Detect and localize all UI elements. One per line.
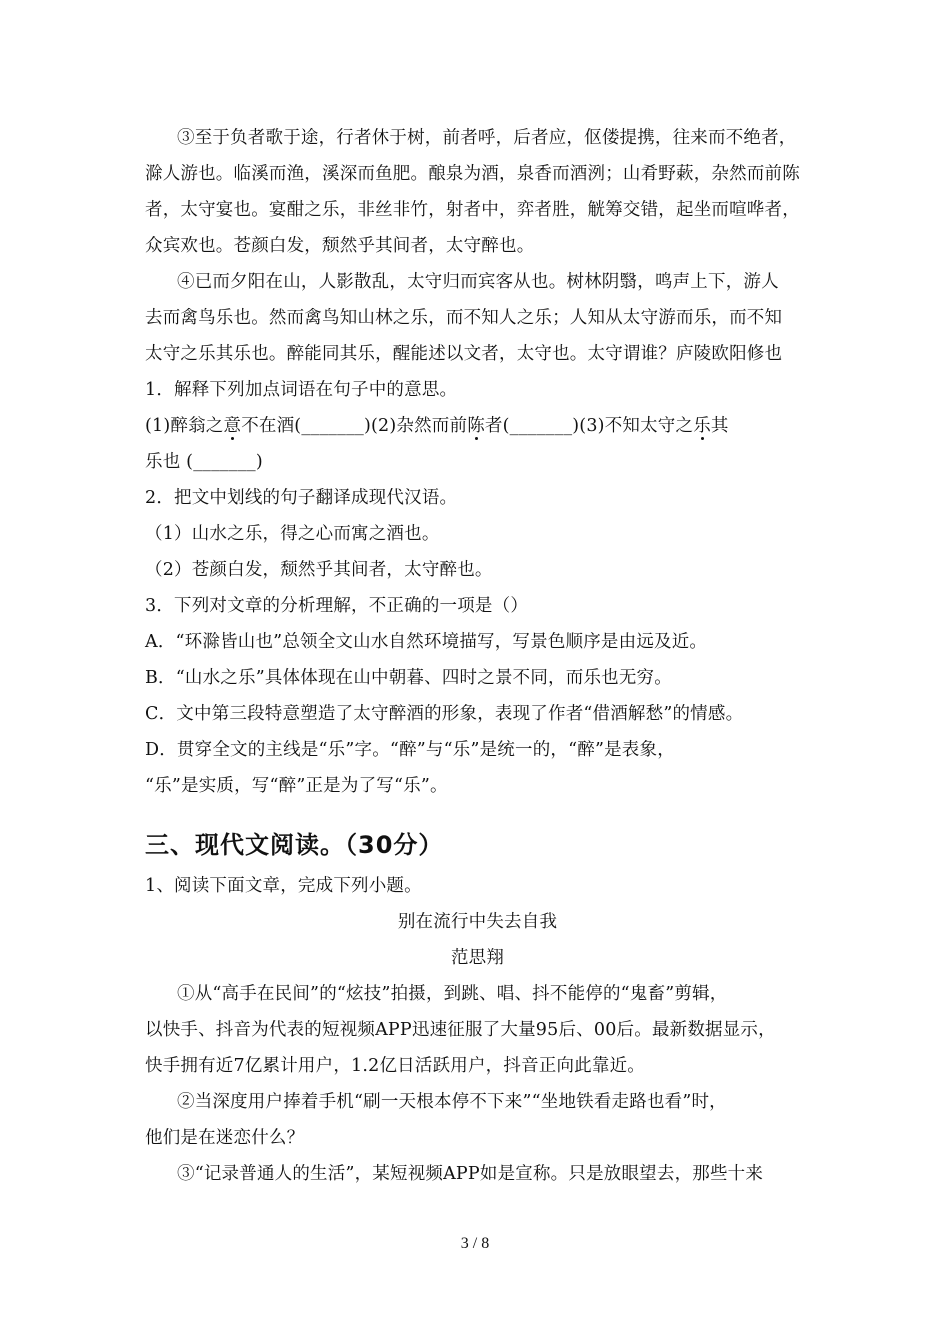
q1-text: 者(_______)(3)不知太守之 bbox=[484, 416, 694, 436]
section-heading: 三、现代文阅读。（30分） bbox=[145, 831, 444, 859]
text-line: 者，太守宴也。宴酣之乐，非丝非竹，射者中，弈者胜，觥筹交错，起坐而喧哗者， bbox=[145, 200, 800, 220]
question-1 bbox=[145, 372, 810, 480]
text-line: 快手拥有近7亿累计用户，1.2亿日活跃用户，抖音正向此靠近。 bbox=[145, 1056, 645, 1076]
article-paragraph-1 bbox=[145, 976, 810, 1084]
question-item: （1）山水之乐，得之心而寓之酒也。 bbox=[145, 524, 440, 544]
instruction: 1、阅读下面文章，完成下列小题。 bbox=[145, 876, 422, 896]
text-line: 他们是在迷恋什么？ bbox=[145, 1128, 305, 1148]
q1-text: 不在酒(_______)(2)杂然而前 bbox=[241, 416, 468, 436]
dotted-word: 乐 bbox=[693, 416, 711, 436]
text-line: 滁人游也。临溪而渔，溪深而鱼肥。酿泉为酒，泉香而酒洌；山肴野蔌，杂然而前陈 bbox=[145, 164, 800, 184]
dotted-word: 陈 bbox=[467, 416, 485, 436]
question-title: 3．下列对文章的分析理解，不正确的一项是（） bbox=[145, 596, 529, 616]
question-2 bbox=[145, 480, 810, 588]
page-number: 3 / 8 bbox=[460, 1235, 490, 1252]
dotted-word: 意 bbox=[223, 416, 242, 436]
text-line: 以快手、抖音为代表的短视频APP迅速征服了大量95后、00后。最新数据显示， bbox=[145, 1020, 776, 1040]
text-line: 去而禽鸟乐也。然而禽鸟知山林之乐，而不知人之乐；人知从太守游而乐，而不知 bbox=[145, 308, 783, 328]
question-title: 1．解释下列加点词语在句子中的意思。 bbox=[145, 380, 458, 400]
option-a: A．“环滁皆山也”总领全文山水自然环境描写，写景色顺序是由远及近。 bbox=[145, 632, 708, 652]
option-d: D．贯穿全文的主线是“乐”字。“醉”与“乐”是统一的，“醉”是表象， bbox=[145, 740, 675, 760]
text-line: ③至于负者歌于途，行者休于树，前者呼，后者应，伛偻提携，往来而不绝者， bbox=[177, 128, 797, 148]
option-c: C．文中第三段特意塑造了太守醉酒的形象，表现了作者“借酒解愁”的情感。 bbox=[145, 704, 744, 724]
text-line: 太守之乐其乐也。醉能同其乐，醒能述以文者，太守也。太守谓谁？庐陵欧阳修也 bbox=[145, 344, 783, 364]
option-d-continued: “乐”是实质，写“醉”正是为了写“乐”。 bbox=[145, 776, 448, 796]
q1-text: 其 bbox=[710, 416, 729, 436]
question-item: （2）苍颜白发，颓然乎其间者，太守醉也。 bbox=[145, 560, 493, 580]
text-line: ②当深度用户捧着手机“刷一天根本停不下来”“坐地铁看走路也看”时， bbox=[177, 1092, 727, 1112]
article-paragraph-2 bbox=[145, 1084, 810, 1156]
q1-text: (1)醉翁之 bbox=[145, 416, 224, 436]
question-1-line2: 乐也 (_______) bbox=[145, 452, 263, 472]
question-3 bbox=[145, 588, 810, 804]
page-content bbox=[145, 120, 810, 1192]
article-paragraph-3 bbox=[145, 1156, 810, 1192]
paragraph-4 bbox=[145, 264, 810, 372]
question-title: 2．把文中划线的句子翻译成现代汉语。 bbox=[145, 488, 458, 508]
question-1-items bbox=[145, 408, 810, 444]
text-line: ①从“高手在民间”的“炫技”拍摄，到跳、唱、抖不能停的“鬼畜”剪辑， bbox=[177, 984, 728, 1004]
paragraph-3 bbox=[145, 120, 810, 264]
text-line: ④已而夕阳在山，人影散乱，太守归而宾客从也。树林阴翳，鸣声上下，游人 bbox=[177, 272, 779, 292]
article-title: 别在流行中失去自我 bbox=[397, 912, 558, 932]
text-line: ③“记录普通人的生活”，某短视频APP如是宣称。只是放眼望去，那些十来 bbox=[177, 1164, 764, 1184]
text-line: 众宾欢也。苍颜白发，颓然乎其间者，太守醉也。 bbox=[145, 236, 535, 256]
article-author: 范思翔 bbox=[450, 948, 505, 968]
option-b: B．“山水之乐”具体体现在山中朝暮、四时之景不同，而乐也无穷。 bbox=[145, 668, 672, 688]
